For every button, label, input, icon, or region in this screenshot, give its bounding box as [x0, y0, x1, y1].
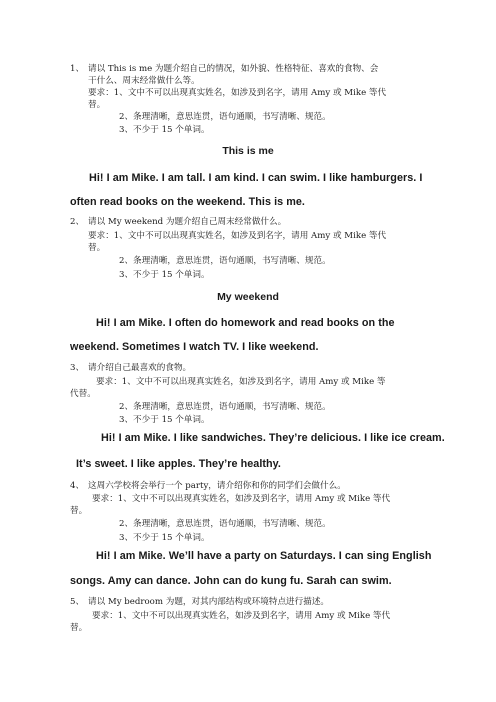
task-1-answer-line-1: Hi! I am Mike. I am tall. I am kind. I can swim. I like hamburgers. I [89, 172, 423, 184]
task-3-requirement-1: 要求：1、文中不可以出现真实姓名，如涉及到名字，请用 Amy 或 Mike 等 [96, 377, 386, 387]
task-2-answer-line-1: Hi! I am Mike. I often do homework and read books on the [96, 317, 395, 329]
task-5-requirement-1-cont: 替。 [70, 623, 88, 633]
task-5-prompt-line-1: 请以 My bedroom 为题，对其内部结构或环境特点进行描述。 [88, 597, 330, 607]
task-3-answer-line-2: It’s sweet. I like apples. They’re healthy. [76, 458, 281, 470]
task-1-requirement-1-cont: 替。 [88, 100, 106, 110]
task-2-requirement-3: 3、不少于 15 个单词。 [119, 270, 210, 280]
task-4-prompt-line-1: 这周六学校将会举行一个 party，请介绍你和你的同学们会做什么。 [88, 481, 346, 491]
task-2-number: 2、 [70, 217, 85, 227]
task-2-answer-line-2: weekend. Sometimes I watch TV. I like weekend. [70, 341, 319, 353]
task-3-requirement-2: 2、条理清晰，意思连贯，语句通顺，书写清晰、规范。 [119, 402, 331, 412]
task-4-requirement-1: 要求：1、文中不可以出现真实姓名，如涉及到名字，请用 Amy 或 Mike 等代 [92, 494, 391, 504]
task-3-number: 3、 [70, 363, 85, 373]
task-1-number: 1、 [70, 64, 85, 74]
task-4-answer-line-2: songs. Amy can dance. John can do kung fu. Sarah can swim. [70, 575, 392, 587]
task-1-requirement-3: 3、不少于 15 个单词。 [119, 125, 210, 135]
task-5-requirement-1: 要求：1、文中不可以出现真实姓名，如涉及到名字，请用 Amy 或 Mike 等代 [92, 611, 391, 621]
task-4-number: 4、 [70, 481, 85, 491]
task-3-requirement-1-cont: 代替。 [70, 389, 96, 399]
task-3-answer-line-1: Hi! I am Mike. I like sandwiches. They’re delicious. I like ice cream. [101, 432, 445, 444]
task-1-prompt-line-1: 请以 This is me 为题介绍自己的情况，如外貌、性格特征、喜欢的食物、会 [88, 64, 379, 74]
task-2-requirement-2: 2、条理清晰，意思连贯，语句通顺，书写清晰、规范。 [119, 256, 331, 266]
task-1-requirement-1: 要求：1、文中不可以出现真实姓名，如涉及到名字，请用 Amy 或 Mike 等代 [88, 88, 387, 98]
task-4-answer-line-1: Hi! I am Mike. We’ll have a party on Saturdays. I can sing English [96, 550, 432, 562]
task-1-requirement-2: 2、条理清晰，意思连贯，语句通顺，书写清晰、规范。 [119, 112, 331, 122]
task-4-requirement-1-cont: 替。 [70, 506, 88, 516]
task-3-prompt-line-1: 请介绍自己最喜欢的食物。 [88, 363, 192, 373]
task-1-answer-line-2: often read books on the weekend. This is me. [70, 196, 305, 208]
task-4-requirement-3: 3、不少于 15 个单词。 [119, 533, 210, 543]
task-2-essay-title: My weekend [217, 291, 279, 303]
task-4-requirement-2: 2、条理清晰，意思连贯，语句通顺，书写清晰、规范。 [119, 519, 331, 529]
task-3-requirement-3: 3、不少于 15 个单词。 [119, 415, 210, 425]
task-2-requirement-1-cont: 替。 [88, 243, 106, 253]
task-1-prompt-line-2: 干什么、周末经常做什么等。 [88, 76, 200, 86]
task-1-essay-title: This is me [222, 145, 274, 157]
task-5-number: 5、 [70, 597, 85, 607]
task-2-prompt-line-1: 请以 My weekend 为题介绍自己周末经常做什么。 [88, 217, 287, 227]
task-2-requirement-1: 要求：1、文中不可以出现真实姓名，如涉及到名字，请用 Amy 或 Mike 等代 [88, 231, 387, 241]
